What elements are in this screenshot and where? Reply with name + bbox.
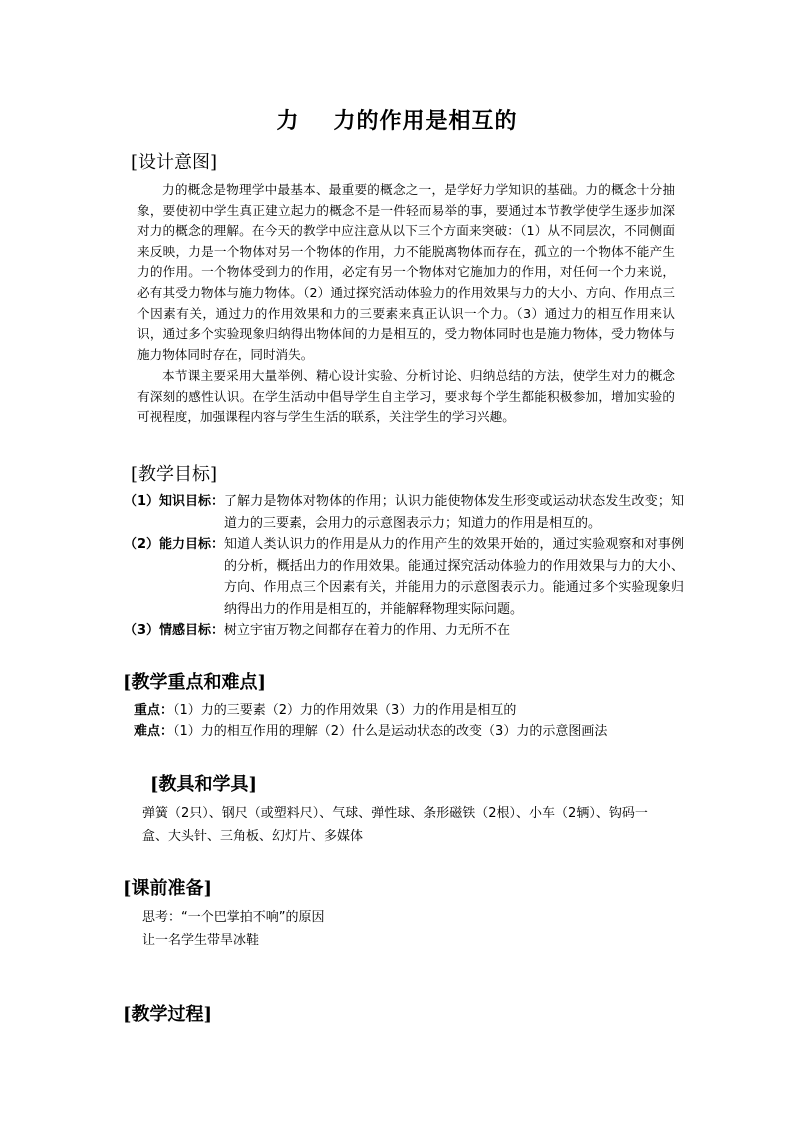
title-part-2: 力的作用是相互的 [333, 108, 518, 134]
key-point-text: （1）力的三要素（2）力的作用效果（3）力的作用是相互的 [173, 703, 517, 718]
page-title [0, 104, 794, 135]
tools-list: 弹簧（2只）、钢尺（或塑料尺）、气球、弹性球、条形磁铁（2根）、小车（2辆）、钩码一盒、大头针、三角板、幻灯片、多媒体 [142, 806, 648, 844]
design-paragraph-1: 力的概念是物理学中最基本、最重要的概念之一，是学好力学知识的基础。力的概念十分抽象，要使初中学生真正建立起力的概念不是一件轻而易举的事，要通过本节教学使学生逐步加深对力的概念的理解。在今天的教学中应注意从以下三个方面来突破：（1）从不同层次，不同侧面来反映，力是一个物体对另一个物体的作用，力不能脱离物体而存在，孤立的一个物体不能产生力的作用。一个物体受到力的作用，必定有另一个物体对它施加力的作用，对任何一个力来说，必有其受力物体与施力物体。（2）通过探究活动体验力的作用效果与力的大小、方向、作用点三个因素有关，通过力的作用效果和力的三要素来真正认识一个力。（3）通过力的相互作用来认识，通过多个实验现象归纳得出物体间的力是相互的，受力物体同时也是施力物体，受力物体与施力物体同时存在，同时消失。 [137, 182, 675, 362]
difficulty-text: （1）力的相互作用的理解（2）什么是运动状态的改变（3）力的示意图画法 [173, 724, 608, 739]
objective-knowledge [124, 491, 684, 534]
objective-label: （3）情感目标： [124, 623, 225, 638]
prep-heading: [课前准备] [123, 878, 213, 899]
title-part-1: 力 [276, 108, 300, 134]
objective-text: 树立宇宙万物之间都存在着力的作用、力无所不在 [224, 623, 511, 638]
objective-ability [124, 534, 684, 620]
design-heading: [设计意图] [131, 152, 218, 173]
objective-text: 知道人类认识力的作用是从力的作用产生的效果开始的，通过实验观察和对事例的分析，概括出力的作用效果。能通过探究活动体验力的作用效果与力的大小、方向、作用点三个因素有关，并能用力的示意图表示力。能通过多个实验现象归纳得出力的作用是相互的，并能解释物理实际问题。 [224, 537, 684, 617]
prep-line-1: 思考：“一个巴掌拍不响”的原因 [142, 910, 325, 925]
objective-text: 了解力是物体对物体的作用；认识力能使物体发生形变或运动状态发生改变；知道力的三要素，会用力的示意图表示力；知道力的作用是相互的。 [224, 494, 684, 531]
difficulty-line [134, 722, 607, 742]
key-point-line [134, 701, 516, 721]
difficulty-label: 难点： [134, 724, 174, 739]
tools-heading: [教具和学具] [150, 774, 258, 795]
keypoints-heading: [教学重点和难点] [123, 672, 267, 693]
process-heading: [教学过程] [123, 1004, 213, 1025]
objective-emotion [124, 620, 684, 642]
objective-label: （1）知识目标： [124, 494, 225, 509]
key-point-label: 重点： [134, 703, 174, 718]
prep-line-2: 让一名学生带旱冰鞋 [142, 933, 260, 948]
objective-label: （2）能力目标： [124, 537, 225, 552]
design-paragraph-2: 本节课主要采用大量举例、精心设计实验、分析讨论、归纳总结的方法，使学生对力的概念有深刻的感性认识。在学生活动中倡导学生自主学习，要求每个学生都能积极参加，增加实验的可视程度，加强课程内容与学生生活的联系，关注学生的学习兴趣。 [137, 368, 675, 425]
objectives-heading: [教学目标] [131, 464, 218, 485]
